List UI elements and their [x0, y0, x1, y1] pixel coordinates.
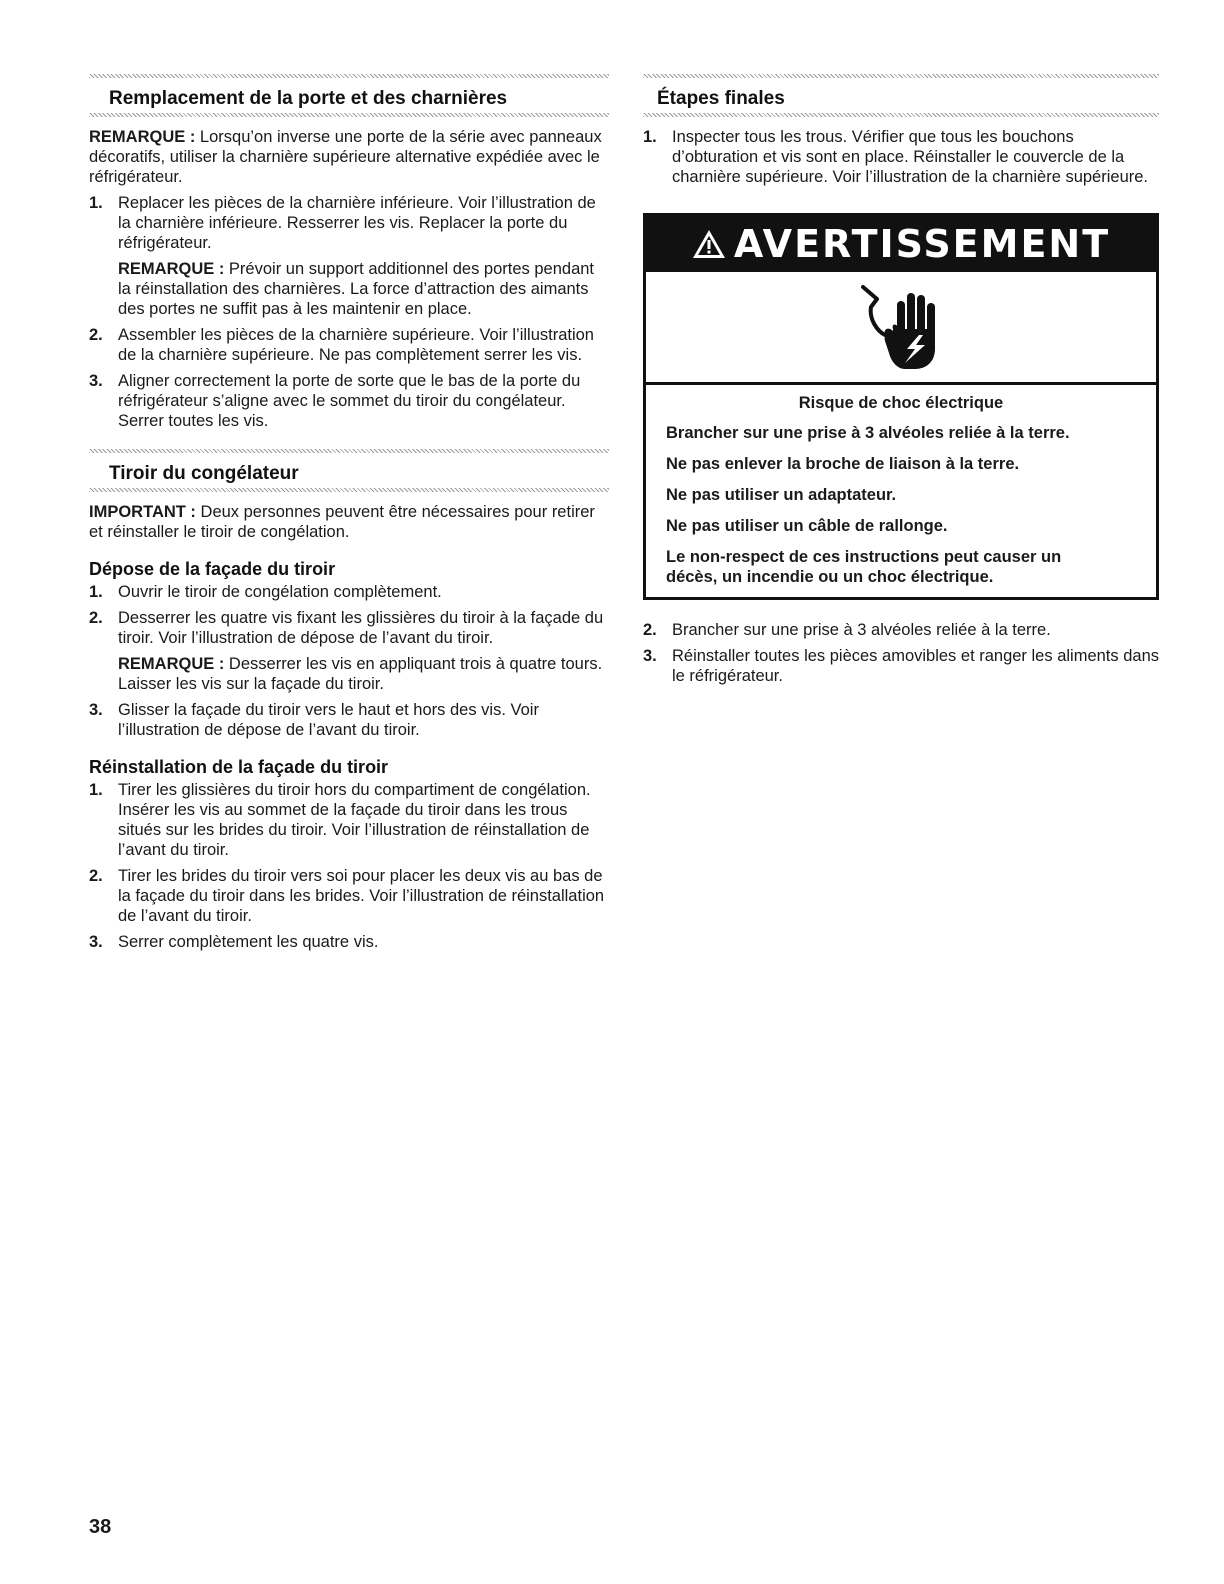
step-text: Glisser la façade du tiroir vers le haut et hors des vis. Voir l’illustration de dépose de l’avant du tiroir. — [118, 701, 539, 739]
list-item — [89, 582, 609, 602]
step-text: Tirer les glissières du tiroir hors du compartiment de congélation. Insérer les vis au sommet de la façade du tiroir dans les trous situés sur les brides du tiroir. Voir l’illustration de réinstallation de l’avant du tiroir. — [118, 781, 591, 859]
warning-triangle-icon — [692, 229, 726, 259]
subsection-title-drawer-removal: Dépose de la façade du tiroir — [89, 559, 336, 579]
section-title: Étapes finales — [657, 88, 785, 109]
step-text: Assembler les pièces de la charnière supérieure. Voir l’illustration de la charnière supérieure. Ne pas complètement serrer les vis. — [118, 326, 594, 364]
list-item — [89, 371, 609, 431]
final-steps-list-before — [643, 127, 1159, 187]
step-number: 3. — [89, 701, 103, 719]
section-title: Tiroir du congélateur — [109, 463, 299, 484]
note-label: REMARQUE : — [118, 655, 225, 673]
step-number: 2. — [89, 326, 103, 344]
step-number: 1. — [89, 583, 103, 601]
section-rule — [89, 488, 609, 492]
warning-risk-title: Risque de choc électrique — [798, 394, 1004, 412]
left-column — [89, 74, 609, 958]
step-text: Inspecter tous les trous. Vérifier que tous les bouchons d’obturation et vis sont en place. Réinstaller le couvercle de la charnière supérieure. Voir l’illustration de la charnière supérieure. — [672, 128, 1149, 186]
right-column — [643, 74, 1159, 692]
warning-icon-area — [646, 272, 1156, 385]
step-text: Ouvrir le tiroir de congélation complètement. — [118, 583, 442, 601]
note-text: Desserrer les vis en appliquant trois à quatre tours. Laisser les vis sur la façade du tiroir. — [118, 655, 603, 693]
step-number: 3. — [89, 933, 103, 951]
warning-line: Brancher sur une prise à 3 alvéoles reliée à la terre. — [666, 424, 1070, 442]
list-item — [89, 608, 609, 694]
list-item — [89, 700, 609, 740]
warning-line: Ne pas utiliser un câble de rallonge. — [666, 517, 948, 535]
electric-shock-hand-icon — [853, 279, 949, 375]
step-number: 1. — [89, 194, 103, 212]
list-item — [89, 866, 609, 926]
list-item — [643, 620, 1159, 640]
step-text: Tirer les brides du tiroir vers soi pour placer les deux vis au bas de la façade du tiroir dans les brides. Voir l’illustration de réinstallation de l’avant du tiroir. — [118, 867, 605, 925]
warning-line: Ne pas utiliser un adaptateur. — [666, 486, 897, 504]
warning-body — [646, 385, 1156, 597]
warning-heading: AVERTISSEMENT — [733, 222, 1111, 266]
drawer-reinstall-steps-list — [89, 780, 609, 952]
list-item — [89, 780, 609, 860]
list-item — [643, 646, 1159, 686]
section-header-freezer-drawer — [89, 449, 609, 492]
step-number: 1. — [643, 128, 657, 146]
step-text: Desserrer les quatre vis fixant les glissières du tiroir à la façade du tiroir. Voir l’illustration de dépose de l’avant du tiroir. — [118, 609, 604, 647]
section-header-final-steps — [643, 74, 1159, 117]
list-item — [89, 325, 609, 365]
subsection-title-drawer-reinstall: Réinstallation de la façade du tiroir — [89, 757, 389, 777]
note-label: REMARQUE : — [89, 128, 196, 146]
step-note — [118, 654, 609, 694]
step-number: 1. — [89, 781, 103, 799]
step-text: Réinstaller toutes les pièces amovibles et ranger les aliments dans le réfrigérateur. — [672, 647, 1159, 685]
step-number: 2. — [89, 609, 103, 627]
page-number: 38 — [89, 1516, 112, 1538]
door-steps-list — [89, 193, 609, 431]
important-label: IMPORTANT : — [89, 503, 196, 521]
note-text: Lorsqu’on inverse une porte de la série avec panneaux décoratifs, utiliser la charnière supérieure alternative expédiée avec le réfrigérateur. — [89, 128, 602, 186]
note-label: REMARQUE : — [118, 260, 225, 278]
step-number: 3. — [643, 647, 657, 665]
step-text: Aligner correctement la porte de sorte que le bas de la porte du réfrigérateur s’aligne avec le sommet du tiroir du congélateur. Serrer toutes les vis. — [118, 372, 581, 430]
warning-line: Le non-respect de ces instructions peut causer un décès, un incendie ou un choc électrique. — [666, 548, 1062, 586]
section-header-door-replacement — [89, 74, 609, 117]
list-item — [89, 932, 609, 952]
step-note — [118, 259, 609, 319]
section-title: Remplacement de la porte et des charnières — [109, 88, 508, 109]
step-number: 2. — [89, 867, 103, 885]
warning-box — [643, 213, 1159, 600]
step-text: Brancher sur une prise à 3 alvéoles reliée à la terre. — [672, 621, 1051, 639]
important-text: Deux personnes peuvent être nécessaires pour retirer et réinstaller le tiroir de congélation. — [89, 503, 595, 541]
final-steps-list-after — [643, 620, 1159, 686]
section-rule — [89, 113, 609, 117]
note-paragraph — [89, 127, 609, 187]
drawer-removal-steps-list — [89, 582, 609, 740]
warning-header — [646, 216, 1156, 272]
important-paragraph — [89, 502, 609, 542]
list-item — [89, 193, 609, 319]
step-number: 3. — [89, 372, 103, 390]
step-number: 2. — [643, 621, 657, 639]
step-text: Replacer les pièces de la charnière inférieure. Voir l’illustration de la charnière inférieure. Resserrer les vis. Replacer la porte du réfrigérateur. — [118, 194, 596, 252]
step-text: Serrer complètement les quatre vis. — [118, 933, 379, 951]
section-rule — [643, 113, 1159, 117]
note-text: Prévoir un support additionnel des portes pendant la réinstallation des charnières. La force d’attraction des aimants des portes ne suffit pas à les maintenir en place. — [118, 260, 595, 318]
list-item — [643, 127, 1159, 187]
warning-line: Ne pas enlever la broche de liaison à la terre. — [666, 455, 1020, 473]
